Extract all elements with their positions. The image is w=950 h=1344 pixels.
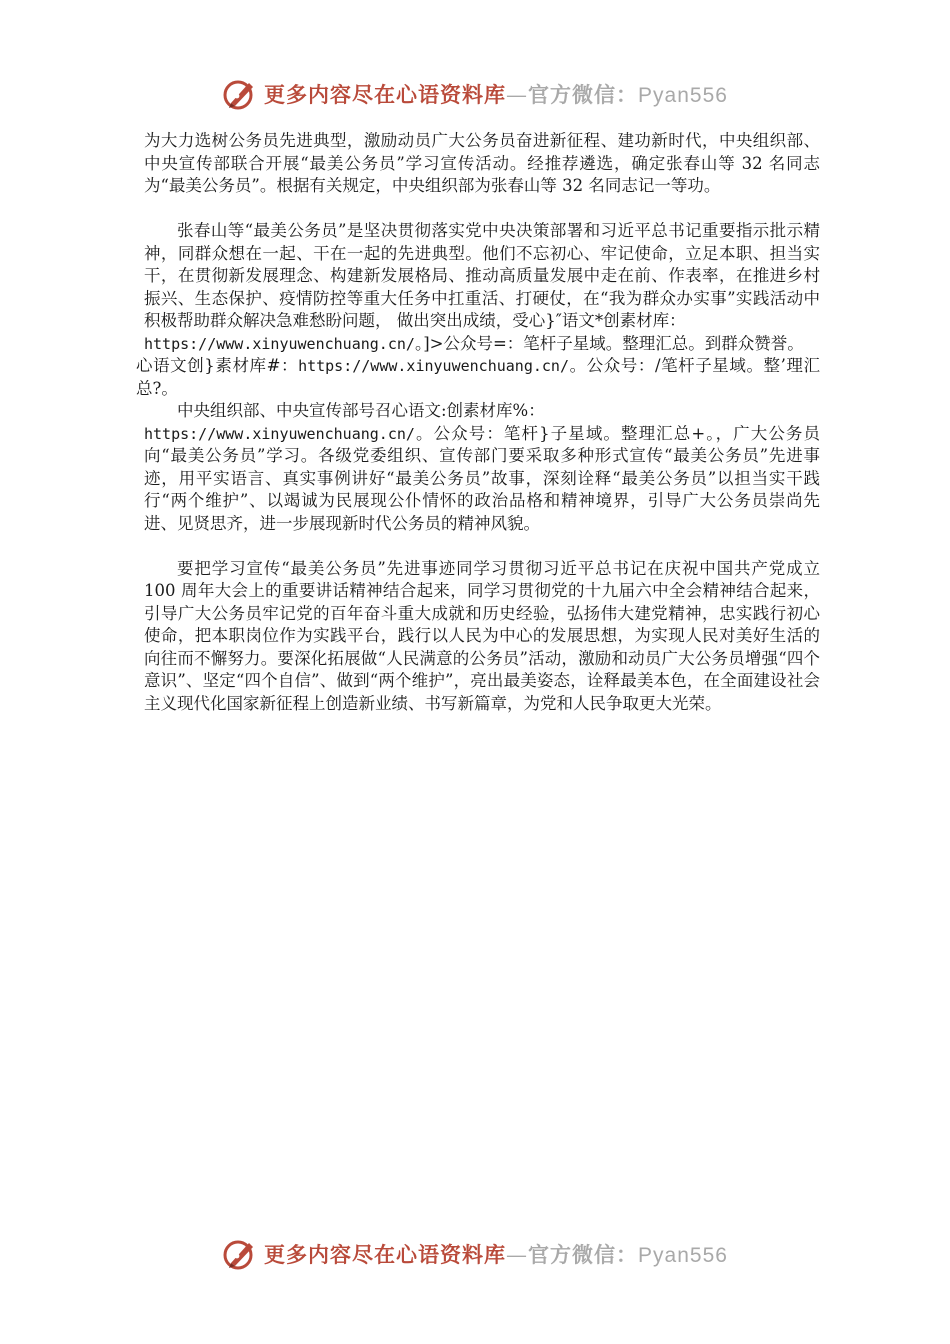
paragraph-1: 为大力选树公务员先进典型，激励动员广大公务员奋进新征程、建功新时代，中央组织部、中央宣传部联合开展“最美公务员”学习宣传活动。经推荐遴选，确定张春山等 32 名同志为“最美公务员”。根据有关规定，中央组织部为张春山等 32 名同志记一等功。: [144, 131, 820, 195]
paragraph-4-body: 。公众号：笔杆}子星域。整理汇总+。，广大公务员向“最美公务员”学习。各级党委组织、宣传部门要采取多种形式宣传“最美公务员”先进事迹，用平实语言、真实事例讲好“最美公务员”故事，深刻诠释“最美公务员”以担当实干践行“两个维护”、以竭诚为民展现公仆情怀的政治品格和精神境界，引导广大公务员崇尚先进、见贤思齐，进一步展现新时代公务员的精神风貌。: [144, 423, 820, 533]
source-url-link[interactable]: https://www.xinyuwenchuang.cn/: [144, 334, 415, 353]
paragraph-gap: [144, 198, 820, 221]
banner-text: [264, 1239, 728, 1269]
paragraph-2: 张春山等“最美公务员”是坚决贯彻落实党中央决策部署和习近平总书记重要指示批示精神，同群众想在一起、干在一起的先进典型。他们不忘初心、牢记使命，立足本职、担当实干，在贯彻新发展理念、构建新发展格局、推动高质量发展中走在前、作表率，在推进乡村振兴、生态保护、疫情防控等重大任务中扛重活、打硬仗，在“我为群众办实事”实践活动中积极帮助群众解决急难愁盼问题， 做出突出成绩，受心}″语文*创素材库：: [144, 221, 820, 330]
footer-banner: [0, 1232, 950, 1276]
banner-wechat-id: Pyan556: [638, 1244, 728, 1267]
paragraph-5: 要把学习宣传“最美公务员”先进事迹同学习贯彻习近平总书记在庆祝中国共产党成立 100 周年大会上的重要讲话精神结合起来，同学习贯彻党的十九届六中全会精神结合起来，引导广大公务员牢记党的百年奋斗重大成就和历史经验，弘扬伟大建党精神，忠实践行初心使命，把本职岗位作为实践平台，践行以人民为中心的发展思想，为实现人民对美好生活的向往而不懈努力。要深化拓展做“人民满意的公务员”活动，激励和动员广大公务员增强“四个意识”、坚定“四个自信”、做到“两个维护”，亮出最美姿态，诠释最美本色，在全面建设社会主义现代化国家新征程上创造新业绩、书写新篇章，为党和人民争取更大光荣。: [144, 558, 820, 713]
paragraph-3-head: 心语文创}素材库#：: [136, 356, 299, 375]
banner-text: [264, 79, 728, 109]
pen-logo-icon: [222, 1236, 258, 1272]
banner-label: 官方微信：: [528, 82, 639, 107]
banner-label: 官方微信：: [528, 1242, 639, 1267]
paragraph-4: [144, 423, 820, 536]
paragraph-3: [136, 355, 820, 400]
paragraph-4-head: 中央组织部、中央宣传部号召心语文:创素材库%：: [177, 401, 545, 420]
document-body: [136, 130, 820, 715]
paragraph-3-tail: 。公众号：/笔杆子星域。整’理汇总?。: [136, 356, 820, 398]
banner-separator: —: [506, 83, 529, 107]
paragraph-gap: [144, 535, 820, 558]
paragraph-2-tail: 。]>公众号=：笔杆子星域。整理汇总。到群众赞誉。: [414, 333, 804, 353]
pen-logo-icon: [222, 76, 258, 112]
source-url-link[interactable]: https://www.xinyuwenchuang.cn/: [144, 424, 415, 443]
banner-separator: —: [506, 1243, 529, 1267]
banner-wechat-id: Pyan556: [638, 84, 728, 107]
banner-title: 更多内容尽在心语资料库: [264, 1242, 507, 1267]
banner-title: 更多内容尽在心语资料库: [264, 82, 507, 107]
source-url-link[interactable]: https://www.xinyuwenchuang.cn/: [298, 357, 569, 375]
paragraph-2-continued: [144, 333, 820, 356]
header-banner: [0, 72, 950, 116]
